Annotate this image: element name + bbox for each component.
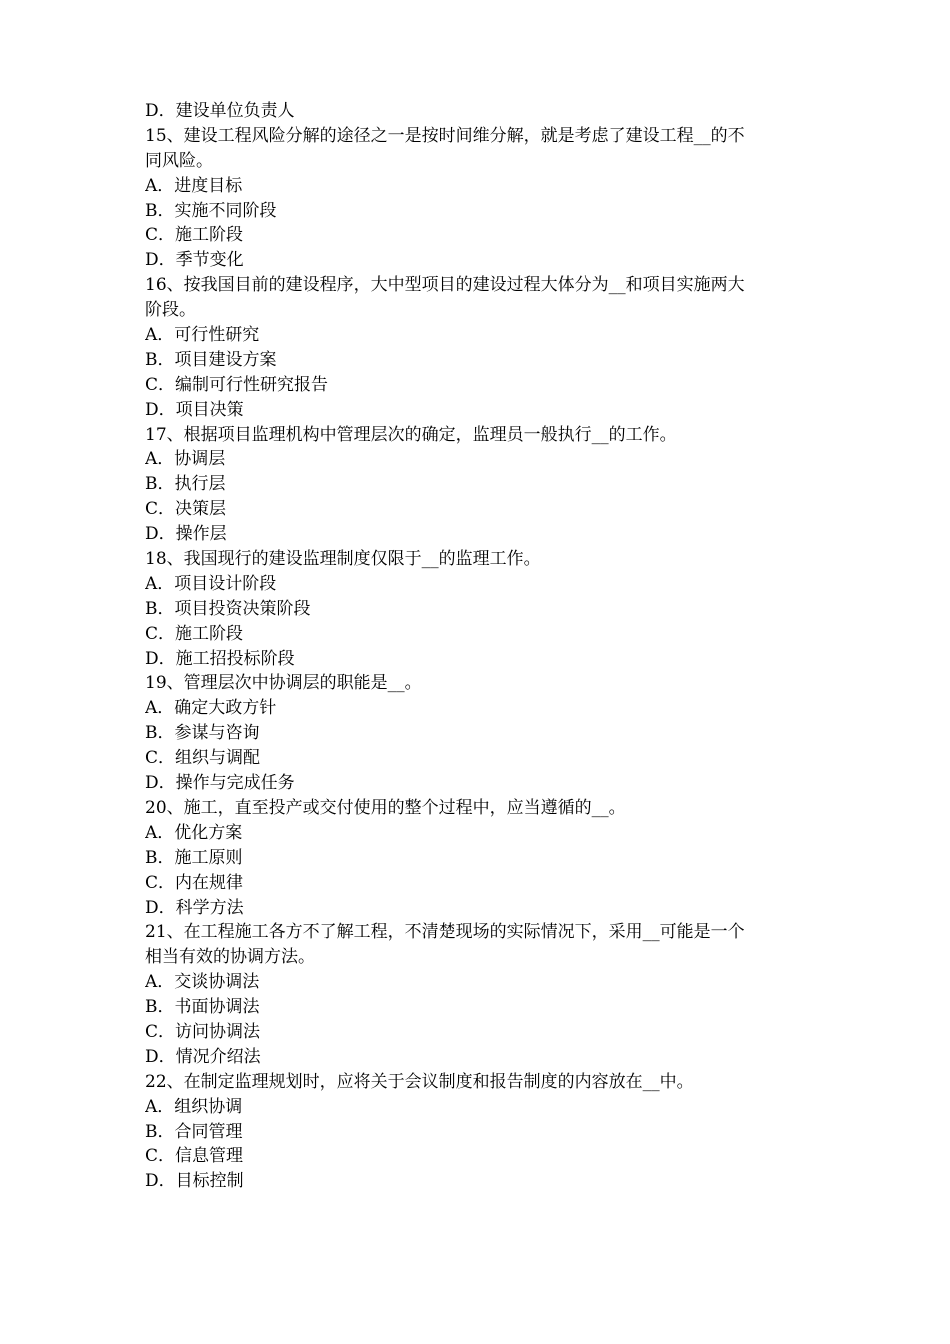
question-list <box>145 99 810 1194</box>
option-c: C．访问协调法 <box>145 1021 261 1042</box>
question-15-text: 15、建设工程风险分解的途径之一是按时间维分解，就是考虑了建设工程__的不 <box>145 125 745 146</box>
option-b: B．施工原则 <box>145 847 243 868</box>
option-a: A．组织协调 <box>145 1096 243 1117</box>
option-d: D．施工招投标阶段 <box>145 648 295 669</box>
option-a: A．交谈协调法 <box>145 972 260 993</box>
question-16-text-cont: 阶段。 <box>145 300 196 321</box>
option-d: D．建设单位负责人 <box>145 101 295 121</box>
option-c: C．施工阶段 <box>145 225 244 246</box>
option-a: A．进度目标 <box>145 175 243 196</box>
option-c: C．编制可行性研究报告 <box>145 374 329 395</box>
question-19-text: 19、管理层次中协调层的职能是__。 <box>145 673 422 694</box>
question-15-text-cont: 同风险。 <box>145 150 213 171</box>
option-c: C．组织与调配 <box>145 748 261 769</box>
option-b: B．项目建设方案 <box>145 349 277 370</box>
option-b: B．实施不同阶段 <box>145 200 277 221</box>
option-d: D．情况介绍法 <box>145 1046 261 1067</box>
option-a: A．优化方案 <box>145 822 243 843</box>
option-d: D．目标控制 <box>145 1171 244 1192</box>
option-d: D．季节变化 <box>145 250 244 271</box>
question-22-text: 22、在制定监理规划时，应将关于会议制度和报告制度的内容放在__中。 <box>145 1071 694 1092</box>
option-b: B．合同管理 <box>145 1121 243 1142</box>
option-b: B．参谋与咨询 <box>145 723 260 744</box>
option-a: A．项目设计阶段 <box>145 573 277 594</box>
option-a: A．确定大政方针 <box>145 698 277 719</box>
option-c: C．信息管理 <box>145 1146 244 1167</box>
option-c: C．内在规律 <box>145 872 244 893</box>
question-16-text: 16、按我国目前的建设程序，大中型项目的建设过程大体分为__和项目实施两大 <box>145 275 745 296</box>
option-a: A．协调层 <box>145 449 226 470</box>
option-d: D．项目决策 <box>145 399 244 420</box>
option-b: B．项目投资决策阶段 <box>145 598 311 619</box>
option-c: C．施工阶段 <box>145 623 244 644</box>
option-b: B．书面协调法 <box>145 997 260 1018</box>
option-a: A．可行性研究 <box>145 325 260 346</box>
question-17-text: 17、根据项目监理机构中管理层次的确定，监理员一般执行__的工作。 <box>145 424 677 445</box>
option-c: C．决策层 <box>145 499 227 520</box>
option-d: D．操作与完成任务 <box>145 773 295 794</box>
option-b: B．执行层 <box>145 474 226 495</box>
question-18-text: 18、我国现行的建设监理制度仅限于__的监理工作。 <box>145 549 541 570</box>
question-20-text: 20、施工，直至投产或交付使用的整个过程中，应当遵循的__。 <box>145 797 626 818</box>
question-21-text: 21、在工程施工各方不了解工程，不清楚现场的实际情况下，采用__可能是一个 <box>145 922 745 943</box>
option-d: D．操作层 <box>145 524 227 545</box>
question-21-text-cont: 相当有效的协调方法。 <box>145 947 315 968</box>
option-d: D．科学方法 <box>145 897 244 918</box>
